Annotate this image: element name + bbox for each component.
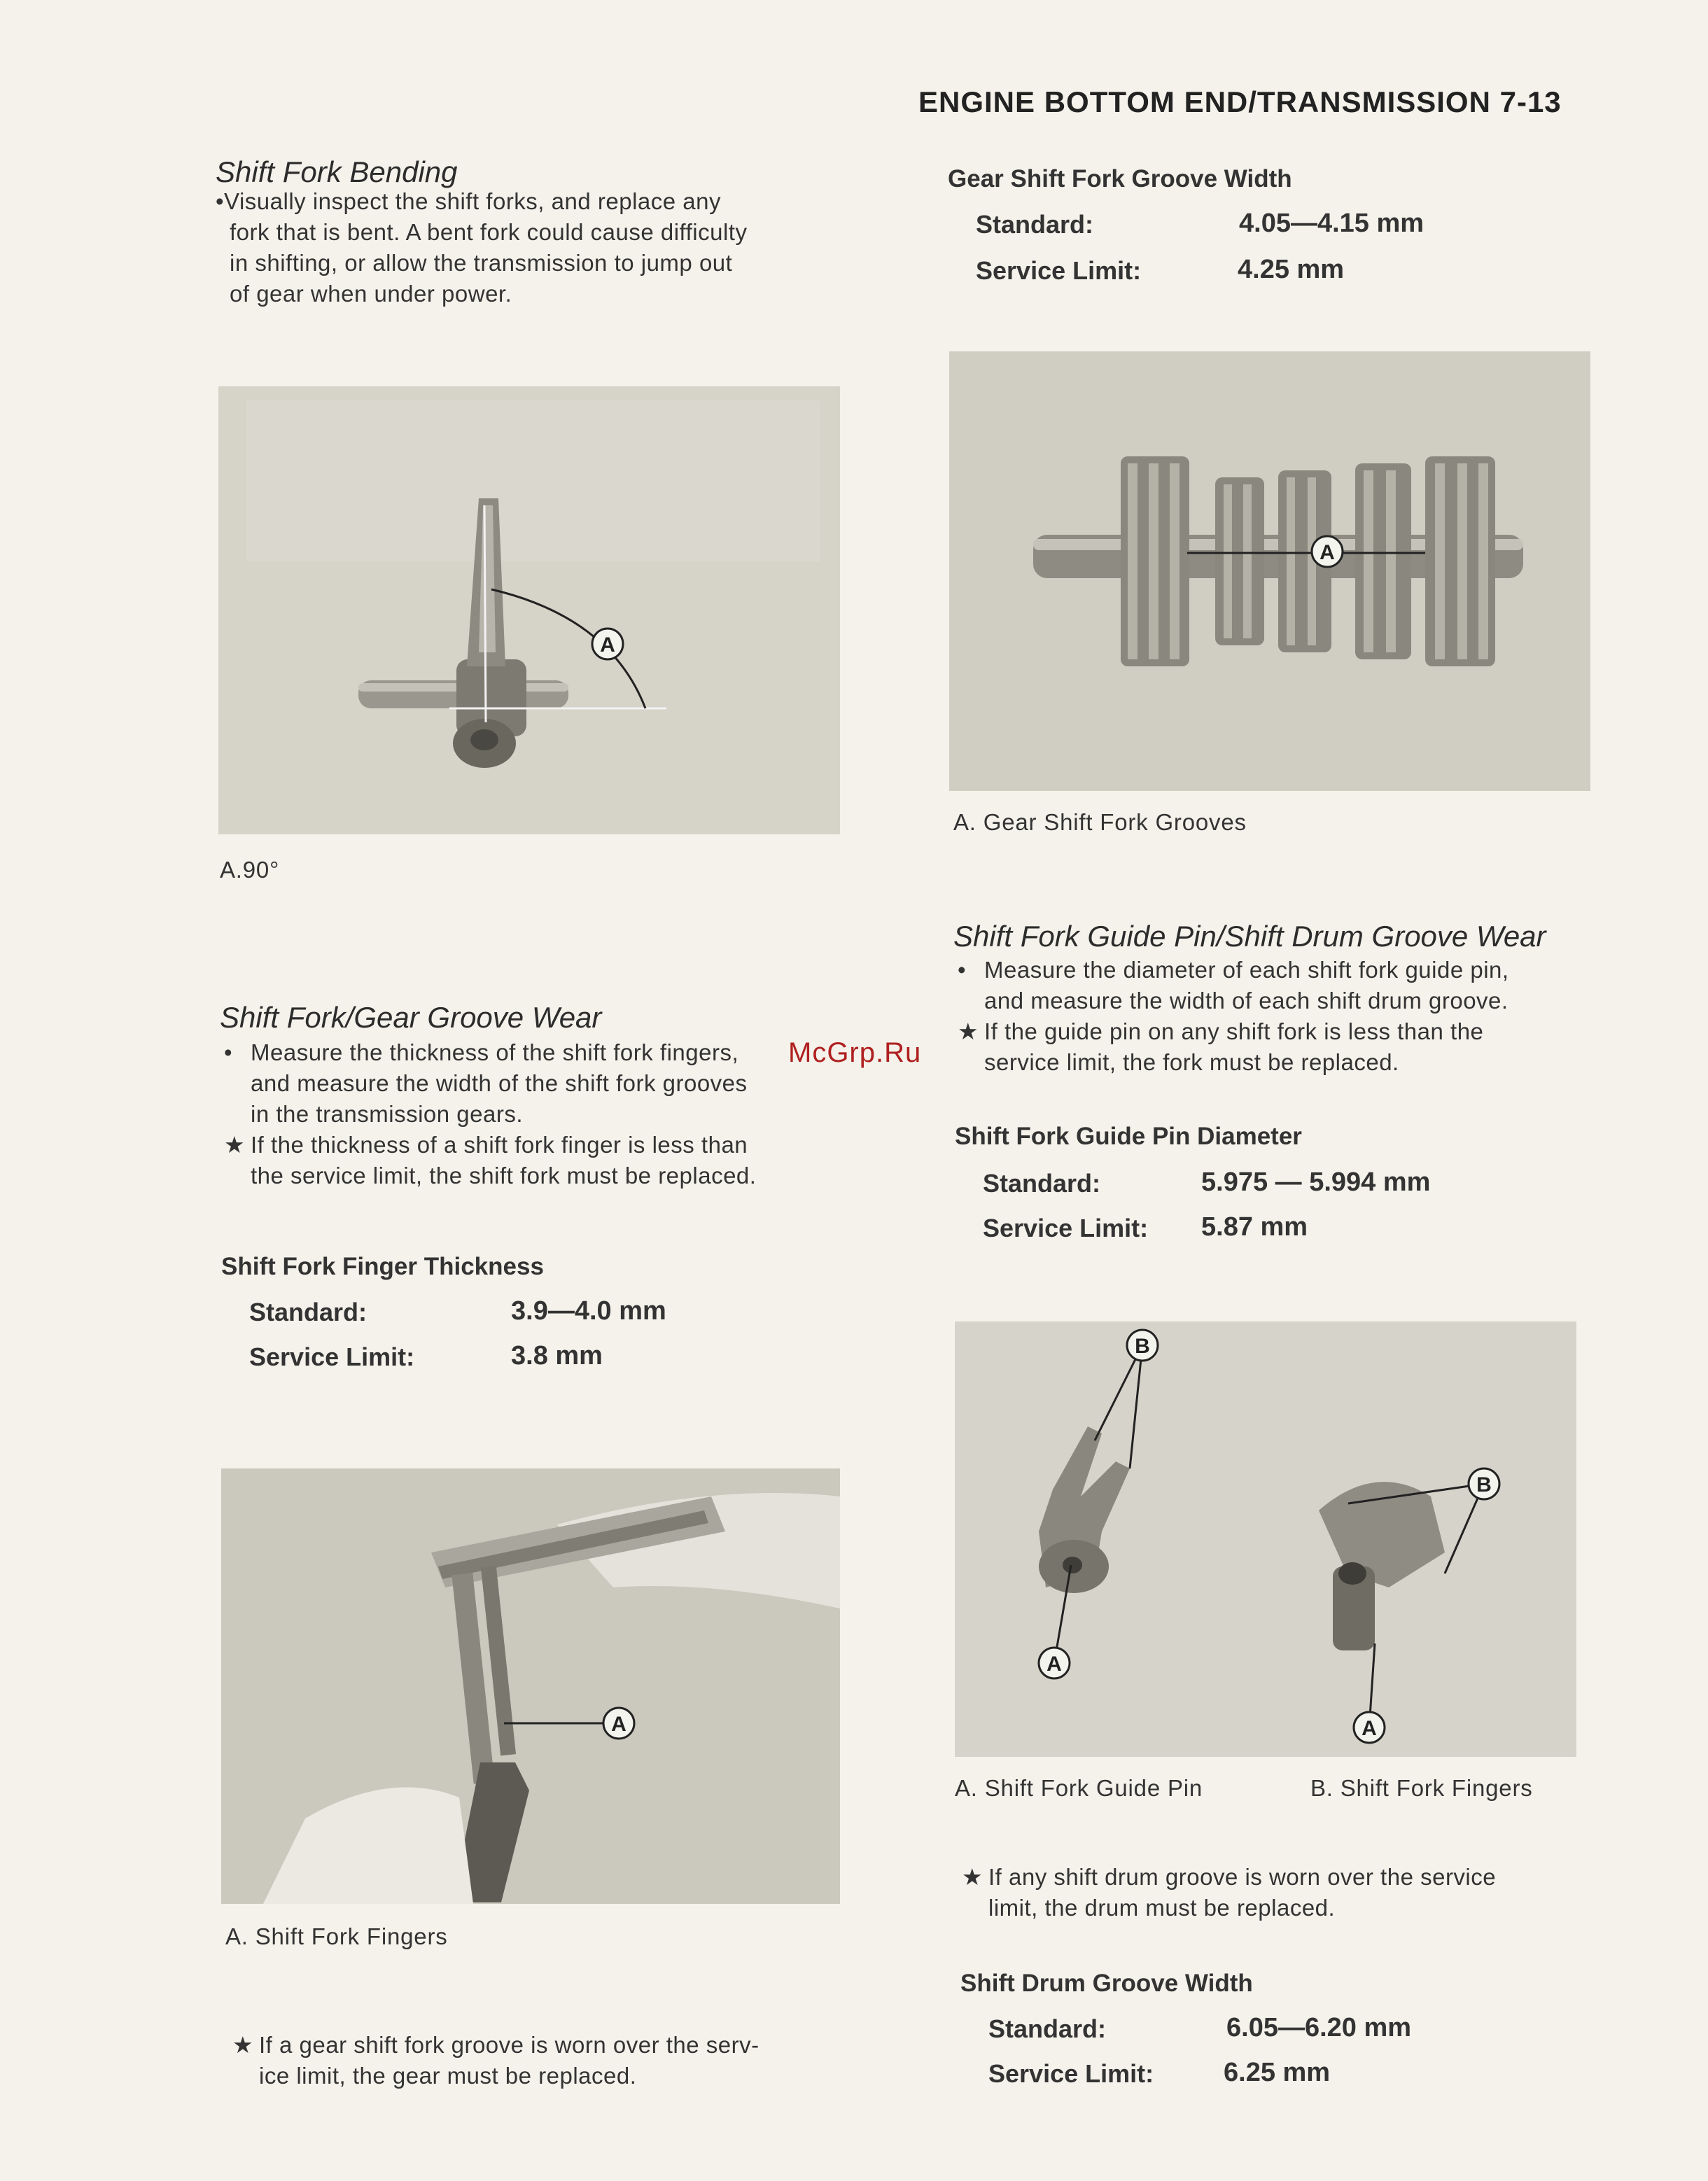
forks-caption-b: B. Shift Fork Fingers bbox=[1310, 1775, 1533, 1801]
groove-standard-value: 4.05—4.15 mm bbox=[1239, 209, 1424, 238]
pin-standard-label: Standard: bbox=[983, 1169, 1101, 1198]
finger-spec-heading: Shift Fork Finger Thickness bbox=[221, 1253, 544, 1280]
callout-b-label: B bbox=[1476, 1473, 1492, 1496]
star-symbol: ★ bbox=[232, 2032, 254, 2058]
text-line: limit, the drum must be replaced. bbox=[988, 1895, 1336, 1921]
finger-limit-label: Service Limit: bbox=[249, 1342, 415, 1371]
groove-limit-value: 4.25 mm bbox=[1238, 255, 1345, 284]
finger-standard-label: Standard: bbox=[249, 1298, 368, 1326]
drum-limit-value: 6.25 mm bbox=[1224, 2058, 1331, 2087]
callout-a-label: A bbox=[1362, 1717, 1377, 1740]
bending-line: fork that is bent. A bent fork could cause difficulty bbox=[230, 219, 748, 245]
callout-a-label: A bbox=[600, 633, 615, 657]
star-item bbox=[962, 1862, 1606, 1923]
text-line: and measure the width of the shift fork grooves bbox=[251, 1070, 748, 1096]
star-symbol: ★ bbox=[224, 1132, 246, 1158]
shift-forks-drawing bbox=[955, 1321, 1576, 1757]
watermark-text: McGrp.Ru bbox=[788, 1037, 922, 1068]
callout-a-label: A bbox=[1320, 541, 1335, 564]
pin-standard-value: 5.975 — 5.994 mm bbox=[1201, 1167, 1431, 1197]
gear-caption: A. Gear Shift Fork Grooves bbox=[953, 809, 1247, 835]
finger-limit-value: 3.8 mm bbox=[511, 1341, 603, 1370]
text-line: Measure the diameter of each shift fork guide pin, bbox=[984, 957, 1509, 983]
text-line: If the guide pin on any shift fork is less than the bbox=[984, 1018, 1484, 1044]
finger-wear-text bbox=[224, 1037, 868, 1191]
star-item bbox=[232, 2030, 862, 2091]
section-title-finger-wear: Shift Fork/Gear Groove Wear bbox=[220, 1001, 602, 1034]
gear-shaft-photo bbox=[949, 351, 1590, 791]
drum-note bbox=[962, 1862, 1606, 1923]
shift-fork-bending-photo bbox=[218, 386, 840, 834]
drum-standard-value: 6.05—6.20 mm bbox=[1226, 2013, 1412, 2042]
bullet-symbol: • bbox=[224, 1039, 233, 1065]
callout-a-label: A bbox=[611, 1713, 626, 1736]
bullet-item bbox=[224, 1037, 868, 1130]
shift-fork-bending-drawing bbox=[218, 386, 840, 834]
bullet-item bbox=[958, 955, 1609, 1016]
star-item bbox=[958, 1016, 1609, 1078]
caliper-caption: A. Shift Fork Fingers bbox=[225, 1923, 448, 1949]
callout-b-label: B bbox=[1135, 1335, 1150, 1358]
pin-spec-heading: Shift Fork Guide Pin Diameter bbox=[955, 1123, 1302, 1150]
star-symbol: ★ bbox=[962, 1864, 983, 1890]
pin-limit-label: Service Limit: bbox=[983, 1214, 1149, 1242]
page-header: ENGINE BOTTOM END/TRANSMISSION 7-13 bbox=[918, 85, 1562, 118]
text-line: in the transmission gears. bbox=[251, 1101, 524, 1127]
drum-spec-heading: Shift Drum Groove Width bbox=[960, 1970, 1253, 1997]
guide-pin-text bbox=[958, 955, 1609, 1078]
caliper-drawing bbox=[221, 1468, 840, 1904]
text-line: If the thickness of a shift fork finger is less than bbox=[251, 1132, 748, 1158]
text-line: If any shift drum groove is worn over the service bbox=[988, 1864, 1497, 1890]
groove-standard-label: Standard: bbox=[976, 210, 1094, 239]
text-line: If a gear shift fork groove is worn over the serv- bbox=[259, 2032, 760, 2058]
text-line: ice limit, the gear must be replaced. bbox=[259, 2063, 637, 2089]
shift-forks-photo bbox=[955, 1321, 1576, 1757]
drum-limit-label: Service Limit: bbox=[988, 2059, 1154, 2088]
forks-caption-a: A. Shift Fork Guide Pin bbox=[955, 1775, 1203, 1801]
bullet-symbol: • bbox=[958, 957, 967, 983]
section-title-bending: Shift Fork Bending bbox=[216, 155, 458, 188]
text-line: service limit, the fork must be replaced. bbox=[984, 1049, 1399, 1075]
groove-limit-label: Service Limit: bbox=[976, 256, 1142, 285]
bending-caption: A.90° bbox=[220, 857, 280, 883]
pin-limit-value: 5.87 mm bbox=[1201, 1212, 1308, 1242]
bending-line: •Visually inspect the shift forks, and replace any bbox=[216, 188, 721, 214]
star-symbol: ★ bbox=[958, 1018, 979, 1044]
callout-a-label: A bbox=[1046, 1653, 1062, 1676]
finger-standard-value: 3.9—4.0 mm bbox=[511, 1296, 666, 1326]
gear-shaft-drawing bbox=[949, 351, 1590, 791]
bending-line: in shifting, or allow the transmission to jump out bbox=[230, 250, 733, 276]
bending-line: of gear when under power. bbox=[230, 281, 512, 307]
star-item bbox=[224, 1130, 868, 1191]
gear-groove-note bbox=[232, 2030, 862, 2091]
groove-spec-heading: Gear Shift Fork Groove Width bbox=[948, 165, 1292, 192]
bending-paragraph bbox=[216, 186, 860, 309]
text-line: and measure the width of each shift drum groove. bbox=[984, 988, 1508, 1014]
text-line: the service limit, the shift fork must be replaced. bbox=[251, 1163, 757, 1188]
drum-standard-label: Standard: bbox=[988, 2014, 1107, 2043]
caliper-photo bbox=[221, 1468, 840, 1904]
text-line: Measure the thickness of the shift fork fingers, bbox=[251, 1039, 739, 1065]
section-title-guide-pin: Shift Fork Guide Pin/Shift Drum Groove Wear bbox=[953, 920, 1546, 953]
